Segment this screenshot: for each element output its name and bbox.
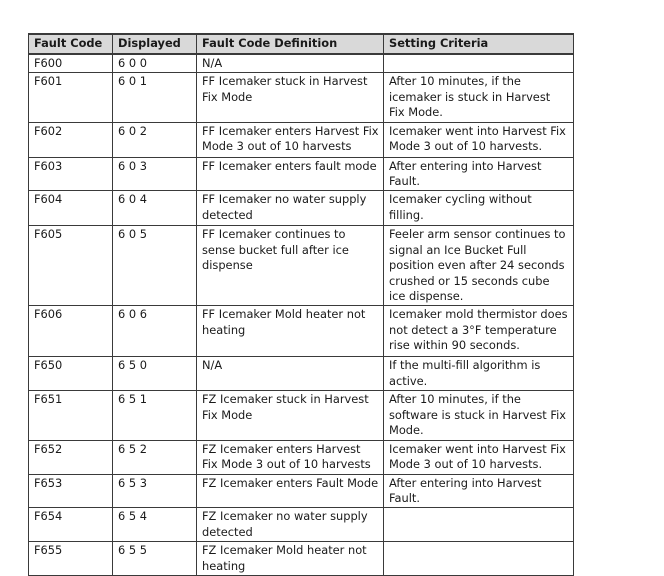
fault-code-cell: F650	[29, 357, 113, 391]
definition-cell: FZ Icemaker Mold heater not heating	[197, 542, 384, 576]
criteria-cell: After entering into Harvest Fault.	[384, 157, 574, 191]
criteria-cell: Icemaker went into Harvest Fix Mode 3 out of 10 harvests.	[384, 440, 574, 474]
table-row	[29, 474, 574, 508]
criteria-cell: Icemaker cycling without filling.	[384, 191, 574, 226]
criteria-cell: After entering into Harvest Fault.	[384, 474, 574, 508]
definition-cell: N/A	[197, 54, 384, 73]
header-fault-code: Fault Code	[29, 34, 113, 54]
table-row	[29, 391, 574, 440]
table-row	[29, 357, 574, 391]
table-row	[29, 226, 574, 306]
criteria-cell: Icemaker went into Harvest Fix Mode 3 out of 10 harvests.	[384, 122, 574, 157]
criteria-cell: Feeler arm sensor continues to signal an Ice Bucket Full position even after 24 seconds crushed or 15 seconds cube ice dispense.	[384, 226, 574, 306]
fault-code-cell: F651	[29, 391, 113, 440]
fault-code-cell: F603	[29, 157, 113, 191]
criteria-cell	[384, 54, 574, 73]
displayed-cell: 6 0 1	[113, 73, 197, 122]
displayed-cell: 6 5 2	[113, 440, 197, 474]
displayed-cell: 6 5 3	[113, 474, 197, 508]
table-row	[29, 54, 574, 73]
displayed-cell: 6 0 3	[113, 157, 197, 191]
fault-code-cell: F605	[29, 226, 113, 306]
table-row	[29, 542, 574, 576]
table-row	[29, 122, 574, 157]
displayed-cell: 6 0 5	[113, 226, 197, 306]
fault-code-cell: F600	[29, 54, 113, 73]
displayed-cell: 6 5 1	[113, 391, 197, 440]
definition-cell: FF Icemaker no water supply detected	[197, 191, 384, 226]
definition-cell: FZ Icemaker no water supply detected	[197, 508, 384, 542]
fault-code-cell: F604	[29, 191, 113, 226]
table-row	[29, 157, 574, 191]
fault-code-cell: F653	[29, 474, 113, 508]
table-row	[29, 191, 574, 226]
table-header	[29, 34, 574, 54]
definition-cell: FZ Icemaker enters Fault Mode	[197, 474, 384, 508]
fault-code-cell: F601	[29, 73, 113, 122]
criteria-cell	[384, 508, 574, 542]
fault-code-cell: F602	[29, 122, 113, 157]
displayed-cell: 6 0 0	[113, 54, 197, 73]
displayed-cell: 6 5 4	[113, 508, 197, 542]
criteria-cell: If the multi-fill algorithm is active.	[384, 357, 574, 391]
definition-cell: FF Icemaker continues to sense bucket full after ice dispense	[197, 226, 384, 306]
table-row	[29, 73, 574, 122]
criteria-cell	[384, 542, 574, 576]
fault-code-cell: F655	[29, 542, 113, 576]
criteria-cell: After 10 minutes, if the icemaker is stuck in Harvest Fix Mode.	[384, 73, 574, 122]
criteria-cell: After 10 minutes, if the software is stuck in Harvest Fix Mode.	[384, 391, 574, 440]
fault-code-cell: F652	[29, 440, 113, 474]
header-fault-code-definition: Fault Code Definition	[197, 34, 384, 54]
header-row	[29, 34, 574, 54]
definition-cell: FF Icemaker Mold heater not heating	[197, 306, 384, 357]
definition-cell: FZ Icemaker stuck in Harvest Fix Mode	[197, 391, 384, 440]
criteria-cell: Icemaker mold thermistor does not detect a 3°F temperature rise within 90 seconds.	[384, 306, 574, 357]
displayed-cell: 6 5 5	[113, 542, 197, 576]
displayed-cell: 6 0 2	[113, 122, 197, 157]
definition-cell: FF Icemaker enters fault mode	[197, 157, 384, 191]
table-row	[29, 306, 574, 357]
definition-cell: FF Icemaker enters Harvest Fix Mode 3 out of 10 harvests	[197, 122, 384, 157]
table-row	[29, 508, 574, 542]
fault-code-cell: F654	[29, 508, 113, 542]
displayed-cell: 6 0 6	[113, 306, 197, 357]
definition-cell: FZ Icemaker enters Harvest Fix Mode 3 out of 10 harvests	[197, 440, 384, 474]
definition-cell: N/A	[197, 357, 384, 391]
header-setting-criteria: Setting Criteria	[384, 34, 574, 54]
table-body	[29, 54, 574, 576]
header-displayed: Displayed	[113, 34, 197, 54]
displayed-cell: 6 0 4	[113, 191, 197, 226]
fault-code-cell: F606	[29, 306, 113, 357]
displayed-cell: 6 5 0	[113, 357, 197, 391]
definition-cell: FF Icemaker stuck in Harvest Fix Mode	[197, 73, 384, 122]
table-row	[29, 440, 574, 474]
fault-code-table	[28, 33, 574, 576]
